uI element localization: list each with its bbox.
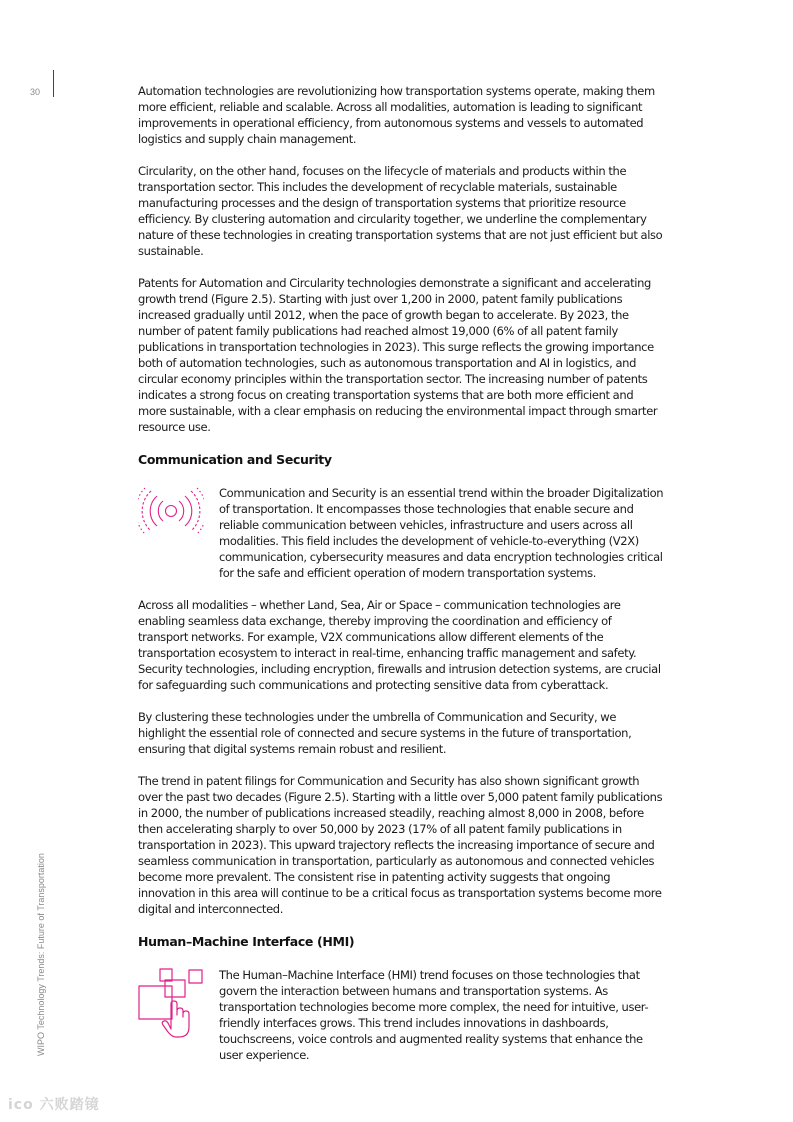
intro-paragraph-2: Circularity, on the other hand, focuses on the lifecycle of materials and products within the transportation sector. This includes the development of recyclable materials, sustainable manufacturing processes and the design of transportation systems that prioritize resource efficiency. By clustering automation and circularity together, we underline the complementary nature of these technologies in creating transportation systems that are not just efficient but also sustainable. (138, 164, 663, 258)
intro-paragraph-1: Automation technologies are revolutionizing how transportation systems operate, making them more efficient, reliable and scalable. Across all modalities, automation is leading to significant improvements in operational efficiency, from autonomous systems and vessels to automated logistics and supply chain management. (138, 84, 655, 146)
hmi-heading: Human–Machine Interface (HMI) (138, 934, 355, 949)
watermark-logo: ico 六败踏镜 (8, 1097, 100, 1113)
top-divider (53, 70, 54, 97)
communication-intro-block (138, 485, 664, 581)
communication-intro-text: Communication and Security is an essential trend within the broader Digitalization of transportation. It encompasses those technologies that enable secure and reliable communication between vehicles, infrastructure and users across all modalities. This field includes the development of vehicle-to-everything (V2X) communication, cybersecurity measures and data encryption technologies critical for the safe and efficient operation of modern transportation systems. (219, 486, 664, 580)
touch-interface-icon (138, 967, 206, 1039)
hmi-intro-text: The Human–Machine Interface (HMI) trend focuses on those technologies that govern the interaction between humans and transportation systems. As transportation technologies become more complex, the need for intuitive, user- friendly interfaces grows. This trend includes innovations in dashboards, touchscreens, voice controls and augmented reality systems that enhance the user experience. (219, 968, 649, 1062)
intro-paragraph-3: Patents for Automation and Circularity technologies demonstrate a significant and accelerating growth trend (Figure 2.5). Starting with just over 1,200 in 2000, patent family publications increased gradually until 2012, when the pace of growth began to accelerate. By 2023, the number of patent family publications had reached almost 19,000 (6% of all patent family publications in transportation technologies in 2023). This surge reflects the growing importance both of automation technologies, such as autonomous transportation and AI in logistics, and circular economy principles within the transportation sector. The increasing number of patents indicates a strong focus on creating transportation systems that are both more efficient and more sustainable, with a clear emphasis on reducing the environmental impact through smarter resource use. (138, 276, 658, 434)
main-content (138, 83, 664, 1079)
page-number: 30 (30, 87, 41, 97)
communication-paragraph-1: Across all modalities – whether Land, Sea, Air or Space – communication technologies are enabling seamless data exchange, thereby improving the coordination and efficiency of transport networks. For example, V2X communications allow different elements of the transportation ecosystem to interact in real-time, enhancing traffic management and safety. Security technologies, including encryption, firewalls and intrusion detection systems, are crucial for safeguarding such communications and protecting sensitive data from cyberattack. (138, 598, 661, 692)
wireless-signal-icon (138, 485, 204, 537)
hmi-intro-block (138, 967, 664, 1063)
side-caption: WIPO Technology Trends: Future of Transportation (36, 853, 46, 1056)
communication-paragraph-2: By clustering these technologies under the umbrella of Communication and Security, we highlight the essential role of connected and secure systems in the future of transportation, ensuring that digital systems remain robust and resilient. (138, 710, 632, 756)
communication-paragraph-3: The trend in patent filings for Communication and Security has also shown significant growth over the past two decades (Figure 2.5). Starting with a little over 5,000 patent family publications in 2000, the number of publications increased steadily, reaching almost 8,000 in 2008, before then accelerating sharply to over 50,000 by 2023 (17% of all patent family publications in transportation in 2023). This upward trajectory reflects the increasing importance of secure and seamless communication in transportation, particularly as autonomous and connected vehicles become more prevalent. The consistent rise in patenting activity suggests that ongoing innovation in this area will continue to be a critical focus as transportation systems become more digital and interconnected. (138, 774, 663, 916)
communication-heading: Communication and Security (138, 452, 332, 467)
